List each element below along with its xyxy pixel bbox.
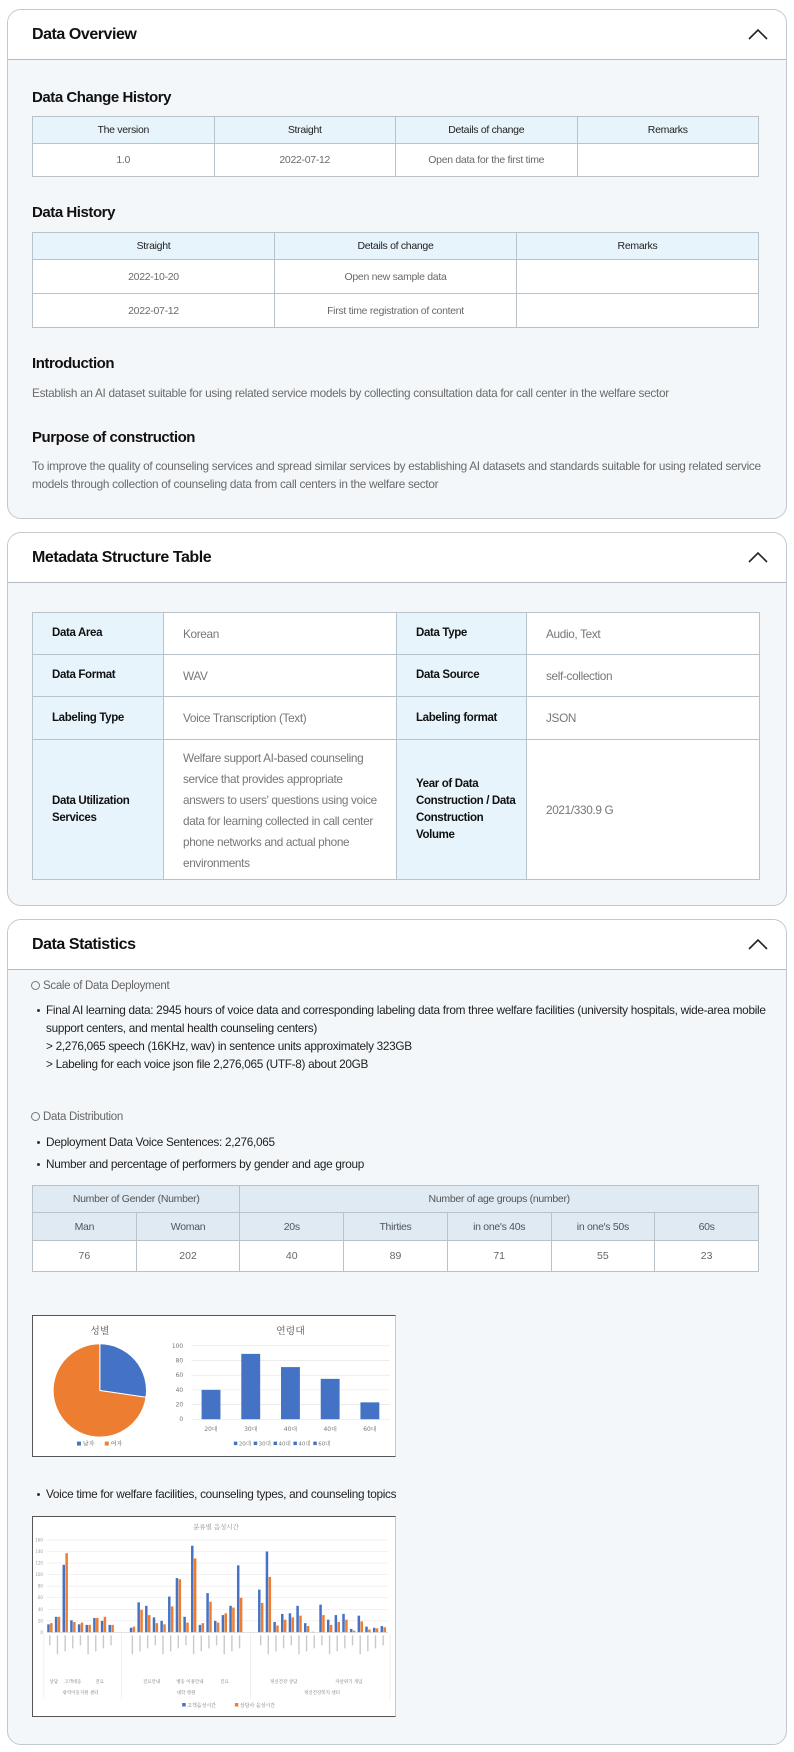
bar-customer [70,1620,72,1632]
subgroup-label: 상담 [49,1680,59,1686]
y-tick-label: 0 [40,1629,43,1635]
version-cell: 1.0 [33,144,215,177]
legend-label: 고객음성시간 [187,1703,216,1709]
y-tick-label: 60 [37,1595,43,1601]
x-tick-label: 30대 [244,1426,258,1434]
legend-swatch [77,1442,81,1446]
column-header: The version [33,117,215,144]
legend-label: 여자 [110,1440,123,1448]
category-label-mark [72,1635,73,1648]
bar-customer [258,1590,260,1633]
category-label-mark [87,1635,88,1654]
category-label-mark [314,1635,315,1648]
panel-title: Metadata Structure Table [32,549,212,566]
category-label-mark [208,1635,209,1648]
field-label: Labeling format [397,697,527,740]
date-cell: 2022-07-12 [33,294,275,328]
category-label-mark [155,1635,156,1645]
introduction-heading: Introduction [32,355,115,372]
data-overview-header[interactable] [8,10,786,60]
legend-label: 20대 [238,1441,252,1448]
field-label: Year of Data Construction / Data Construction Volume [397,740,527,880]
category-label-mark [344,1635,345,1648]
legend-swatch [105,1442,109,1446]
category-label-mark [321,1635,322,1645]
bar-customer [108,1625,110,1633]
value-cell: 71 [447,1241,551,1272]
y-tick-label: 20 [175,1401,184,1409]
bar-customer [176,1578,178,1632]
bar-counselor [217,1623,219,1633]
subgroup-label: 정신건강 상담 [270,1680,298,1686]
category-label-mark [49,1635,50,1645]
bar-counselor [376,1628,378,1632]
category-label-mark [337,1635,338,1651]
chevron-up-icon[interactable] [748,551,768,563]
bar-counselor [276,1625,278,1632]
list-item: Voice time for welfare facilities, counseling types, and counseling topics [32,1485,767,1503]
scale-section-label [31,978,169,994]
date-cell: 2022-10-20 [33,260,275,294]
category-label-mark [216,1635,217,1645]
category-label-mark [224,1635,225,1654]
bar-counselor [269,1577,271,1632]
category-label-mark [367,1635,368,1651]
metadata-table [32,612,760,880]
bar-counselor [133,1627,135,1633]
table-row [33,1241,759,1272]
value-cell: 23 [655,1241,759,1272]
column-header: Woman [136,1213,240,1241]
bar-counselor [148,1615,150,1632]
bar-counselor [345,1620,347,1633]
bar-customer [304,1623,306,1632]
category-label-mark [268,1635,269,1654]
bar-customer [365,1627,367,1633]
distribution-section-label [31,1109,123,1125]
bar-counselor [73,1622,75,1632]
bar-customer [101,1621,103,1633]
field-value: Audio, Text [527,613,760,655]
legend-swatch [235,1703,238,1706]
y-tick-label: 100 [35,1572,43,1578]
category-label-mark [170,1635,171,1651]
category-label-mark [57,1635,58,1654]
category-label-mark [201,1635,202,1651]
table-row [33,655,760,697]
value-cell: 40 [240,1241,344,1272]
field-value: 2021/330.9 G [527,740,760,880]
chart-title: 분류별 음성시간 [193,1522,239,1531]
y-tick-label: 40 [37,1606,43,1612]
bar-counselor [65,1553,67,1632]
bar-counselor [50,1623,52,1632]
category-label-mark [64,1635,65,1651]
table-row [33,613,760,655]
field-label: Data Source [397,655,527,697]
x-tick-label: 20대 [204,1426,218,1434]
field-value: WAV [164,655,397,697]
bar-counselor [322,1615,324,1632]
column-header: 20s [240,1213,344,1241]
category-label-mark [329,1635,330,1654]
field-value: self-collection [527,655,760,697]
column-header: in one's 50s [551,1213,655,1241]
category-label-mark [178,1635,179,1648]
bar-customer [327,1620,329,1633]
legend-label: 30대 [258,1441,271,1448]
table-row [33,294,759,328]
y-tick-label: 0 [179,1416,184,1424]
bar-customer [199,1625,201,1633]
bar-customer [191,1546,193,1633]
performer-stats-table [32,1185,759,1272]
y-tick-label: 140 [35,1548,43,1554]
bar-customer [130,1628,132,1633]
bar-counselor [209,1602,211,1633]
bar [202,1390,221,1419]
bar-customer [266,1551,268,1632]
value-cell: 76 [33,1241,137,1272]
bar-counselor [261,1603,263,1632]
legend-swatch [293,1442,296,1445]
panel-title: Data Overview [32,26,137,43]
distribution-bullet-list [32,1133,767,1173]
details-cell: Open data for the first time [396,144,578,177]
bar-counselor [171,1606,173,1632]
category-label-mark [193,1635,194,1654]
bar-customer [281,1614,283,1632]
panel-title: Data Statistics [32,936,136,953]
legend-label: 남자 [82,1440,95,1448]
category-label-mark [382,1635,383,1645]
y-tick-label: 60 [175,1372,184,1380]
list-item [32,1001,767,1073]
data-statistics-panel [7,919,787,1745]
category-label-mark [231,1635,232,1651]
bar-customer [137,1602,139,1632]
voice-time-chart [33,1517,395,1716]
bar-customer [222,1615,224,1632]
y-tick-label: 80 [175,1357,184,1365]
column-header: Thirties [344,1213,448,1241]
category-label-mark [275,1635,276,1651]
field-label: Labeling Type [33,697,164,740]
table-header-row [33,233,759,260]
bar-counselor [330,1625,332,1633]
legend-swatch [182,1703,185,1706]
purpose-heading: Purpose of construction [32,429,195,446]
remarks-cell [577,144,759,177]
bar-counselor [292,1617,294,1632]
bar [360,1402,379,1419]
bar-counselor [368,1630,370,1633]
group-label: 대학 병원 [176,1691,196,1697]
metadata-panel [7,532,787,906]
data-history-table [32,232,759,328]
field-value: JSON [527,697,760,740]
gender-age-chart-image [32,1315,396,1457]
field-label: Data Utilization Services [33,740,164,880]
metadata-header[interactable] [8,533,786,583]
details-cell: First time registration of content [275,294,517,328]
y-tick-label: 20 [37,1618,43,1624]
bar-customer [319,1605,321,1633]
category-label-mark [185,1635,186,1645]
bar-customer [358,1616,360,1633]
bar-counselor [360,1621,362,1632]
purpose-text: To improve the quality of counseling services and spread similar services by establishing AI datasets and standards suitable for using related service models through collection of counseling data from call centers in the welfare sector [32,459,761,491]
category-label-mark [291,1635,292,1645]
legend-swatch [313,1442,316,1445]
category-label-mark [132,1635,133,1654]
bar-customer [47,1624,49,1632]
column-header: 60s [655,1213,759,1241]
circle-icon [31,981,40,990]
bullet-subline: > Labeling for each voice json file 2,276,065 (UTF-8) about 20GB [46,1057,369,1071]
change-history-heading: Data Change History [32,89,171,106]
field-value: Welfare support AI-based counseling service that provides appropriate answers to users' questions using voice data for learning collected in call center phone networks and actual phone environments [164,740,397,880]
bar-customer [206,1593,208,1632]
bar [321,1379,340,1419]
bar-customer [160,1621,162,1633]
data-history-heading: Data History [32,204,115,221]
change-history-table [32,116,759,177]
category-label-mark [95,1635,96,1651]
table-header-row [33,117,759,144]
table-row [33,740,760,880]
bar-customer [55,1617,57,1633]
remarks-cell [517,260,759,294]
bar-counselor [96,1618,98,1632]
field-value: Korean [164,613,397,655]
bar-counselor [232,1608,234,1633]
bar-customer [183,1617,185,1633]
bar-customer [214,1621,216,1633]
field-label: Data Area [33,613,164,655]
bar-customer [93,1618,95,1632]
bar-customer [289,1613,291,1632]
category-label-mark [359,1635,360,1654]
y-tick-label: 80 [37,1583,43,1589]
y-tick-label: 100 [171,1342,184,1350]
column-header: Details of change [275,233,517,260]
voice-bullet-list [32,1485,767,1503]
bar-counselor [88,1625,90,1633]
bar-customer [153,1617,155,1632]
circle-icon [31,1112,40,1121]
bar-counselor [353,1631,355,1633]
bar-customer [335,1615,337,1632]
category-label-mark [139,1635,140,1651]
subgroup-label: 고객대응 [64,1680,82,1686]
list-item: Deployment Data Voice Sentences: 2,276,065 [32,1133,767,1151]
category-label-mark [260,1635,261,1645]
group-header: Number of Gender (Number) [33,1186,240,1213]
column-header: Remarks [577,117,759,144]
column-header: Remarks [517,233,759,260]
category-label-mark [147,1635,148,1648]
field-value: Voice Transcription (Text) [164,697,397,740]
table-row [33,697,760,740]
statistics-header[interactable] [8,920,786,970]
bar-customer [168,1597,170,1633]
category-label-mark [162,1635,163,1654]
date-cell: 2022-07-12 [214,144,396,177]
chevron-up-icon[interactable] [748,28,768,40]
column-header: Man [33,1213,137,1241]
section-label-text: Data Distribution [43,1111,123,1123]
category-label-mark [80,1635,81,1645]
category-label-mark [103,1635,104,1648]
bar-customer [86,1625,88,1633]
bar-customer [78,1624,80,1632]
legend-swatch [254,1442,257,1445]
bullet-subline: > 2,276,065 speech (16KHz, wav) in sentence units approximately 323GB [46,1039,412,1053]
subgroup-label: 진료 [220,1680,229,1686]
x-tick-label: 60대 [363,1426,377,1434]
scale-bullet-list [32,1001,767,1073]
voice-time-chart-image [32,1516,396,1717]
bar-counselor [156,1623,158,1632]
bar-title: 연령대 [276,1325,305,1337]
pie-slice [100,1344,147,1397]
bar-counselor [299,1616,301,1633]
introduction-text: Establish an AI dataset suitable for using related service models by collecting consultation data for call center in the welfare sector [32,386,669,400]
bar-counselor [202,1623,204,1632]
legend-label: 40대 [298,1441,311,1448]
bar-counselor [186,1623,188,1633]
x-tick-label: 40대 [323,1426,337,1434]
column-header: Details of change [396,117,578,144]
bullet-text: Final AI learning data: 2945 hours of voice data and corresponding labeling data from three welfare facilities (university hospitals, wide-area mobile support centers, and mental health counseling centers) [46,1003,766,1035]
bar-counselor [338,1622,340,1632]
value-cell: 89 [344,1241,448,1272]
category-label-mark [283,1635,284,1648]
y-tick-label: 120 [35,1560,43,1566]
gender-age-chart [33,1316,395,1456]
bar-customer [381,1626,383,1632]
x-tick-label: 40대 [283,1426,298,1434]
column-header: Straight [214,117,396,144]
bar-counselor [163,1624,165,1632]
bar-counselor [284,1620,286,1633]
field-label: Data Format [33,655,164,697]
subgroup-label: 진료 [95,1680,105,1686]
details-cell: Open new sample data [275,260,517,294]
bar-counselor [58,1617,60,1633]
bar-counselor [111,1625,113,1633]
bar-counselor [81,1623,83,1633]
bar-customer [296,1606,298,1633]
bar [241,1354,260,1419]
subgroup-label: 진료안내 [142,1680,161,1686]
subgroup-label: 자살위기 개입 [335,1680,363,1686]
table-row [33,260,759,294]
legend-swatch [234,1442,237,1445]
table-group-header-row [33,1186,759,1213]
category-label-mark [352,1635,353,1645]
legend-swatch [274,1442,277,1445]
legend-label: 상담사 음성시간 [239,1703,276,1709]
data-overview-panel [7,9,787,519]
group-header: Number of age groups (number) [240,1186,759,1213]
bar-customer [63,1565,65,1633]
category-label-mark [306,1635,307,1651]
y-tick-label: 40 [175,1386,184,1394]
bar-customer [373,1628,375,1633]
pie-title: 성별 [90,1325,110,1337]
list-item: Number and percentage of performers by gender and age group [32,1155,767,1173]
bar-customer [229,1606,231,1633]
bar-counselor [194,1558,196,1632]
section-label-text: Scale of Data Deployment [43,980,170,992]
bar-counselor [240,1598,242,1633]
column-header: Straight [33,233,275,260]
bar-customer [145,1606,147,1633]
legend-label: 60대 [318,1441,331,1448]
bar-counselor [225,1613,227,1632]
group-label: 정신건강복지 센터 [304,1691,340,1697]
column-header: in one's 40s [447,1213,551,1241]
group-label: 광역이동지원 센터 [62,1691,99,1697]
bar [281,1367,300,1419]
table-row [33,144,759,177]
bar-counselor [140,1610,142,1633]
legend-label: 40대 [278,1441,291,1448]
bar-customer [273,1622,275,1632]
bar-counselor [307,1626,309,1632]
subgroup-label: 병동 이용안내 [176,1680,204,1686]
bar-customer [342,1614,344,1632]
chevron-up-icon[interactable] [748,938,768,950]
category-label-mark [375,1635,376,1648]
value-cell: 202 [136,1241,240,1272]
bar-counselor [179,1579,181,1632]
value-cell: 55 [551,1241,655,1272]
field-label: Data Type [397,613,527,655]
bar-customer [350,1629,352,1632]
table-header-row [33,1213,759,1241]
bar-counselor [383,1627,385,1632]
bar-customer [237,1565,239,1632]
y-tick-label: 160 [35,1537,43,1543]
category-label-mark [239,1635,240,1648]
category-label-mark [110,1635,111,1645]
bar-counselor [104,1617,106,1633]
category-label-mark [298,1635,299,1654]
remarks-cell [517,294,759,328]
